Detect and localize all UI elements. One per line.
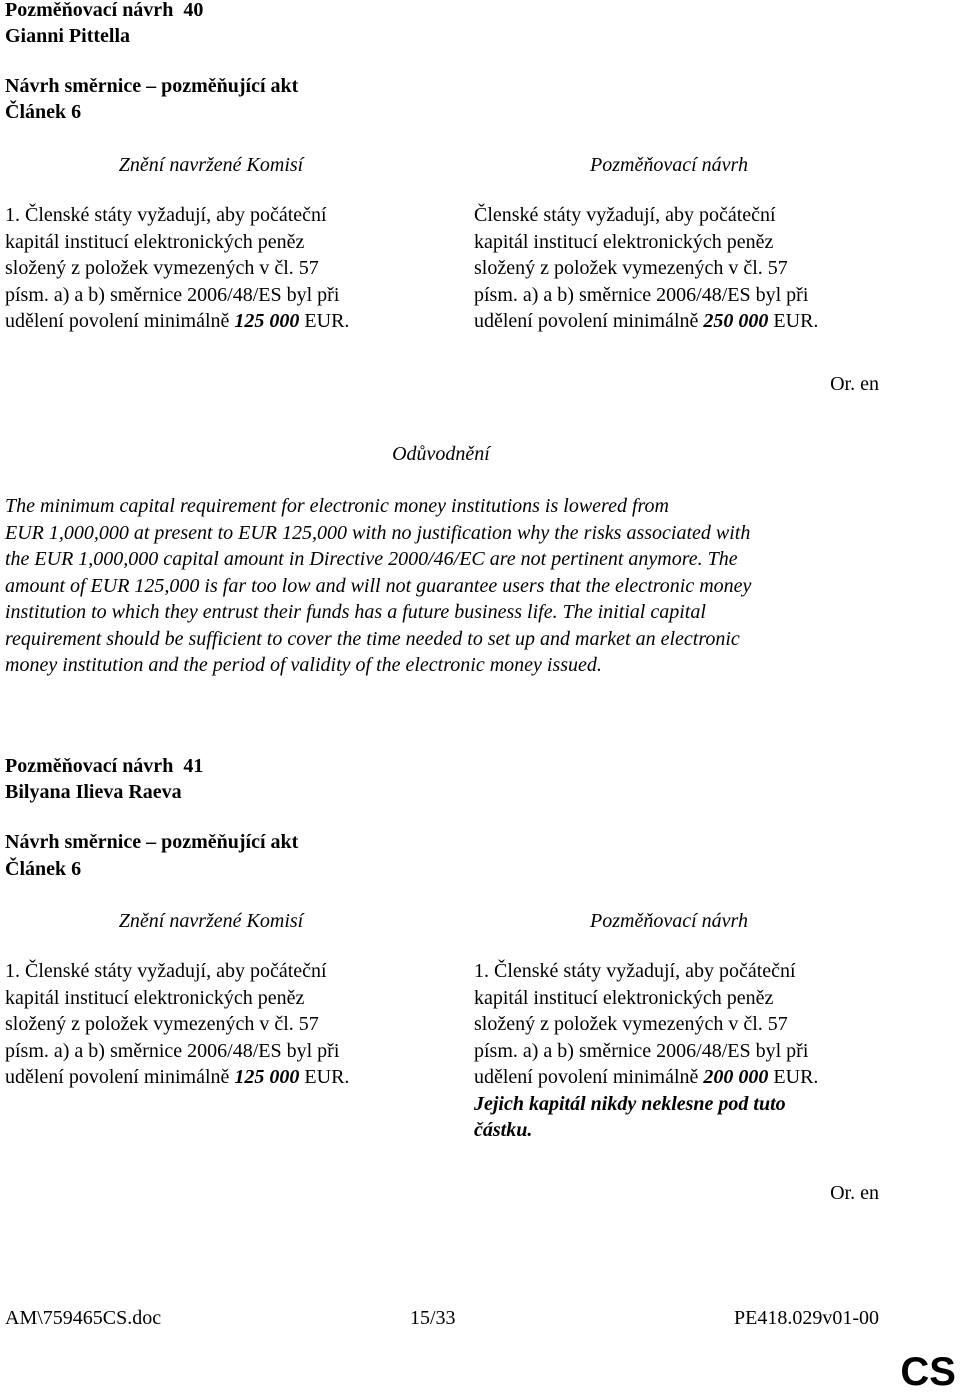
text-line: písm. a) a b) směrnice 2006/48/ES byl při bbox=[5, 1039, 340, 1062]
text-fragment: udělení povolení minimálně bbox=[5, 310, 235, 332]
text-line: 1. Členské státy vyžadují, aby počáteční bbox=[5, 960, 327, 982]
text-line: requirement should be sufficient to cover the time needed to set up and market an electronic bbox=[5, 627, 740, 650]
proposal-act: Návrh směrnice – pozměňující akt bbox=[5, 75, 299, 97]
amendment-author: Bilyana Ilieva Raeva bbox=[5, 781, 182, 803]
text-line: písm. a) a b) směrnice 2006/48/ES byl při bbox=[474, 1039, 809, 1062]
added-text-line: částku. bbox=[474, 1119, 533, 1141]
text-fragment: udělení povolení minimálně bbox=[474, 1066, 704, 1088]
added-text-line: Jejich kapitál nikdy neklesne pod tuto bbox=[474, 1092, 786, 1115]
amendment-number: 40 bbox=[183, 0, 204, 21]
amount-amended: 250 000 bbox=[703, 310, 769, 332]
commission-text bbox=[5, 958, 425, 1091]
text-line: money institution and the period of validity of the electronic money issued. bbox=[5, 654, 602, 676]
article-ref: Článek 6 bbox=[5, 101, 82, 123]
amount-original: 125 000 bbox=[234, 1066, 300, 1088]
text-line: kapitál institucí elektronických peněz bbox=[474, 986, 774, 1009]
text-fragment: EUR. bbox=[768, 1066, 819, 1088]
amendment-title: Pozměňovací návrh bbox=[5, 0, 174, 21]
amendment-text-header: Pozměňovací návrh bbox=[590, 910, 748, 932]
text-line: The minimum capital requirement for electronic money institutions is lowered from bbox=[5, 495, 669, 517]
text-line: Členské státy vyžadují, aby počáteční bbox=[474, 204, 776, 226]
justification-heading: Odůvodnění bbox=[392, 443, 490, 465]
commission-text-header: Znění navržené Komisí bbox=[118, 910, 304, 932]
text-line-last bbox=[5, 308, 425, 335]
amendment-41-heading bbox=[5, 753, 203, 780]
text-fragment: udělení povolení minimálně bbox=[5, 1066, 235, 1088]
commission-text bbox=[5, 202, 425, 335]
amount-amended: 200 000 bbox=[703, 1066, 769, 1088]
text-line: 1. Členské státy vyžadují, aby počáteční bbox=[474, 960, 796, 982]
text-line: složený z položek vymezených v čl. 57 bbox=[5, 1013, 319, 1035]
text-fragment: udělení povolení minimálně bbox=[474, 310, 704, 332]
justification-text bbox=[5, 493, 877, 679]
text-line: kapitál institucí elektronických peněz bbox=[474, 230, 774, 253]
article-ref: Článek 6 bbox=[5, 858, 82, 880]
text-fragment: EUR. bbox=[768, 310, 819, 332]
text-line: složený z položek vymezených v čl. 57 bbox=[474, 1013, 788, 1035]
footer-page-number: 15/33 bbox=[410, 1307, 456, 1329]
text-line: písm. a) a b) směrnice 2006/48/ES byl při bbox=[5, 283, 340, 306]
text-line: 1. Členské státy vyžadují, aby počáteční bbox=[5, 204, 327, 226]
text-line-last bbox=[474, 1064, 904, 1091]
footer-pe-ref: PE418.029v01-00 bbox=[734, 1307, 879, 1329]
amendment-40-heading bbox=[5, 0, 203, 24]
amount-original: 125 000 bbox=[234, 310, 300, 332]
text-line-last bbox=[474, 308, 904, 335]
amendment-text-header: Pozměňovací návrh bbox=[590, 154, 748, 176]
text-line: písm. a) a b) směrnice 2006/48/ES byl při bbox=[474, 283, 809, 306]
text-line-last bbox=[5, 1064, 425, 1091]
text-line: the EUR 1,000,000 capital amount in Directive 2000/46/EC are not pertinent anymore. The bbox=[5, 548, 738, 570]
text-line: kapitál institucí elektronických peněz bbox=[5, 986, 305, 1009]
amendment-number: 41 bbox=[183, 755, 204, 777]
text-line: složený z položek vymezených v čl. 57 bbox=[5, 257, 319, 279]
commission-text-header: Znění navržené Komisí bbox=[118, 154, 304, 176]
language-mark: CS bbox=[900, 1350, 956, 1394]
amendment-author: Gianni Pittella bbox=[5, 25, 130, 47]
text-line: složený z položek vymezených v čl. 57 bbox=[474, 257, 788, 279]
text-fragment: EUR. bbox=[299, 1066, 350, 1088]
original-language: Or. en bbox=[830, 1182, 879, 1204]
original-language: Or. en bbox=[830, 373, 879, 395]
text-line: amount of EUR 125,000 is far too low and will not guarantee users that the electronic money bbox=[5, 574, 752, 597]
amendment-text bbox=[474, 202, 904, 335]
footer-doc-ref: AM\759465CS.doc bbox=[5, 1307, 162, 1329]
text-line: institution to which they entrust their funds has a future business life. The initial capital bbox=[5, 601, 706, 623]
proposal-act: Návrh směrnice – pozměňující akt bbox=[5, 831, 299, 853]
text-line: kapitál institucí elektronických peněz bbox=[5, 230, 305, 253]
amendment-title: Pozměňovací návrh bbox=[5, 755, 174, 777]
amendment-text bbox=[474, 958, 904, 1144]
text-line: EUR 1,000,000 at present to EUR 125,000 with no justification why the risks associated with bbox=[5, 521, 751, 544]
text-fragment: EUR. bbox=[299, 310, 350, 332]
